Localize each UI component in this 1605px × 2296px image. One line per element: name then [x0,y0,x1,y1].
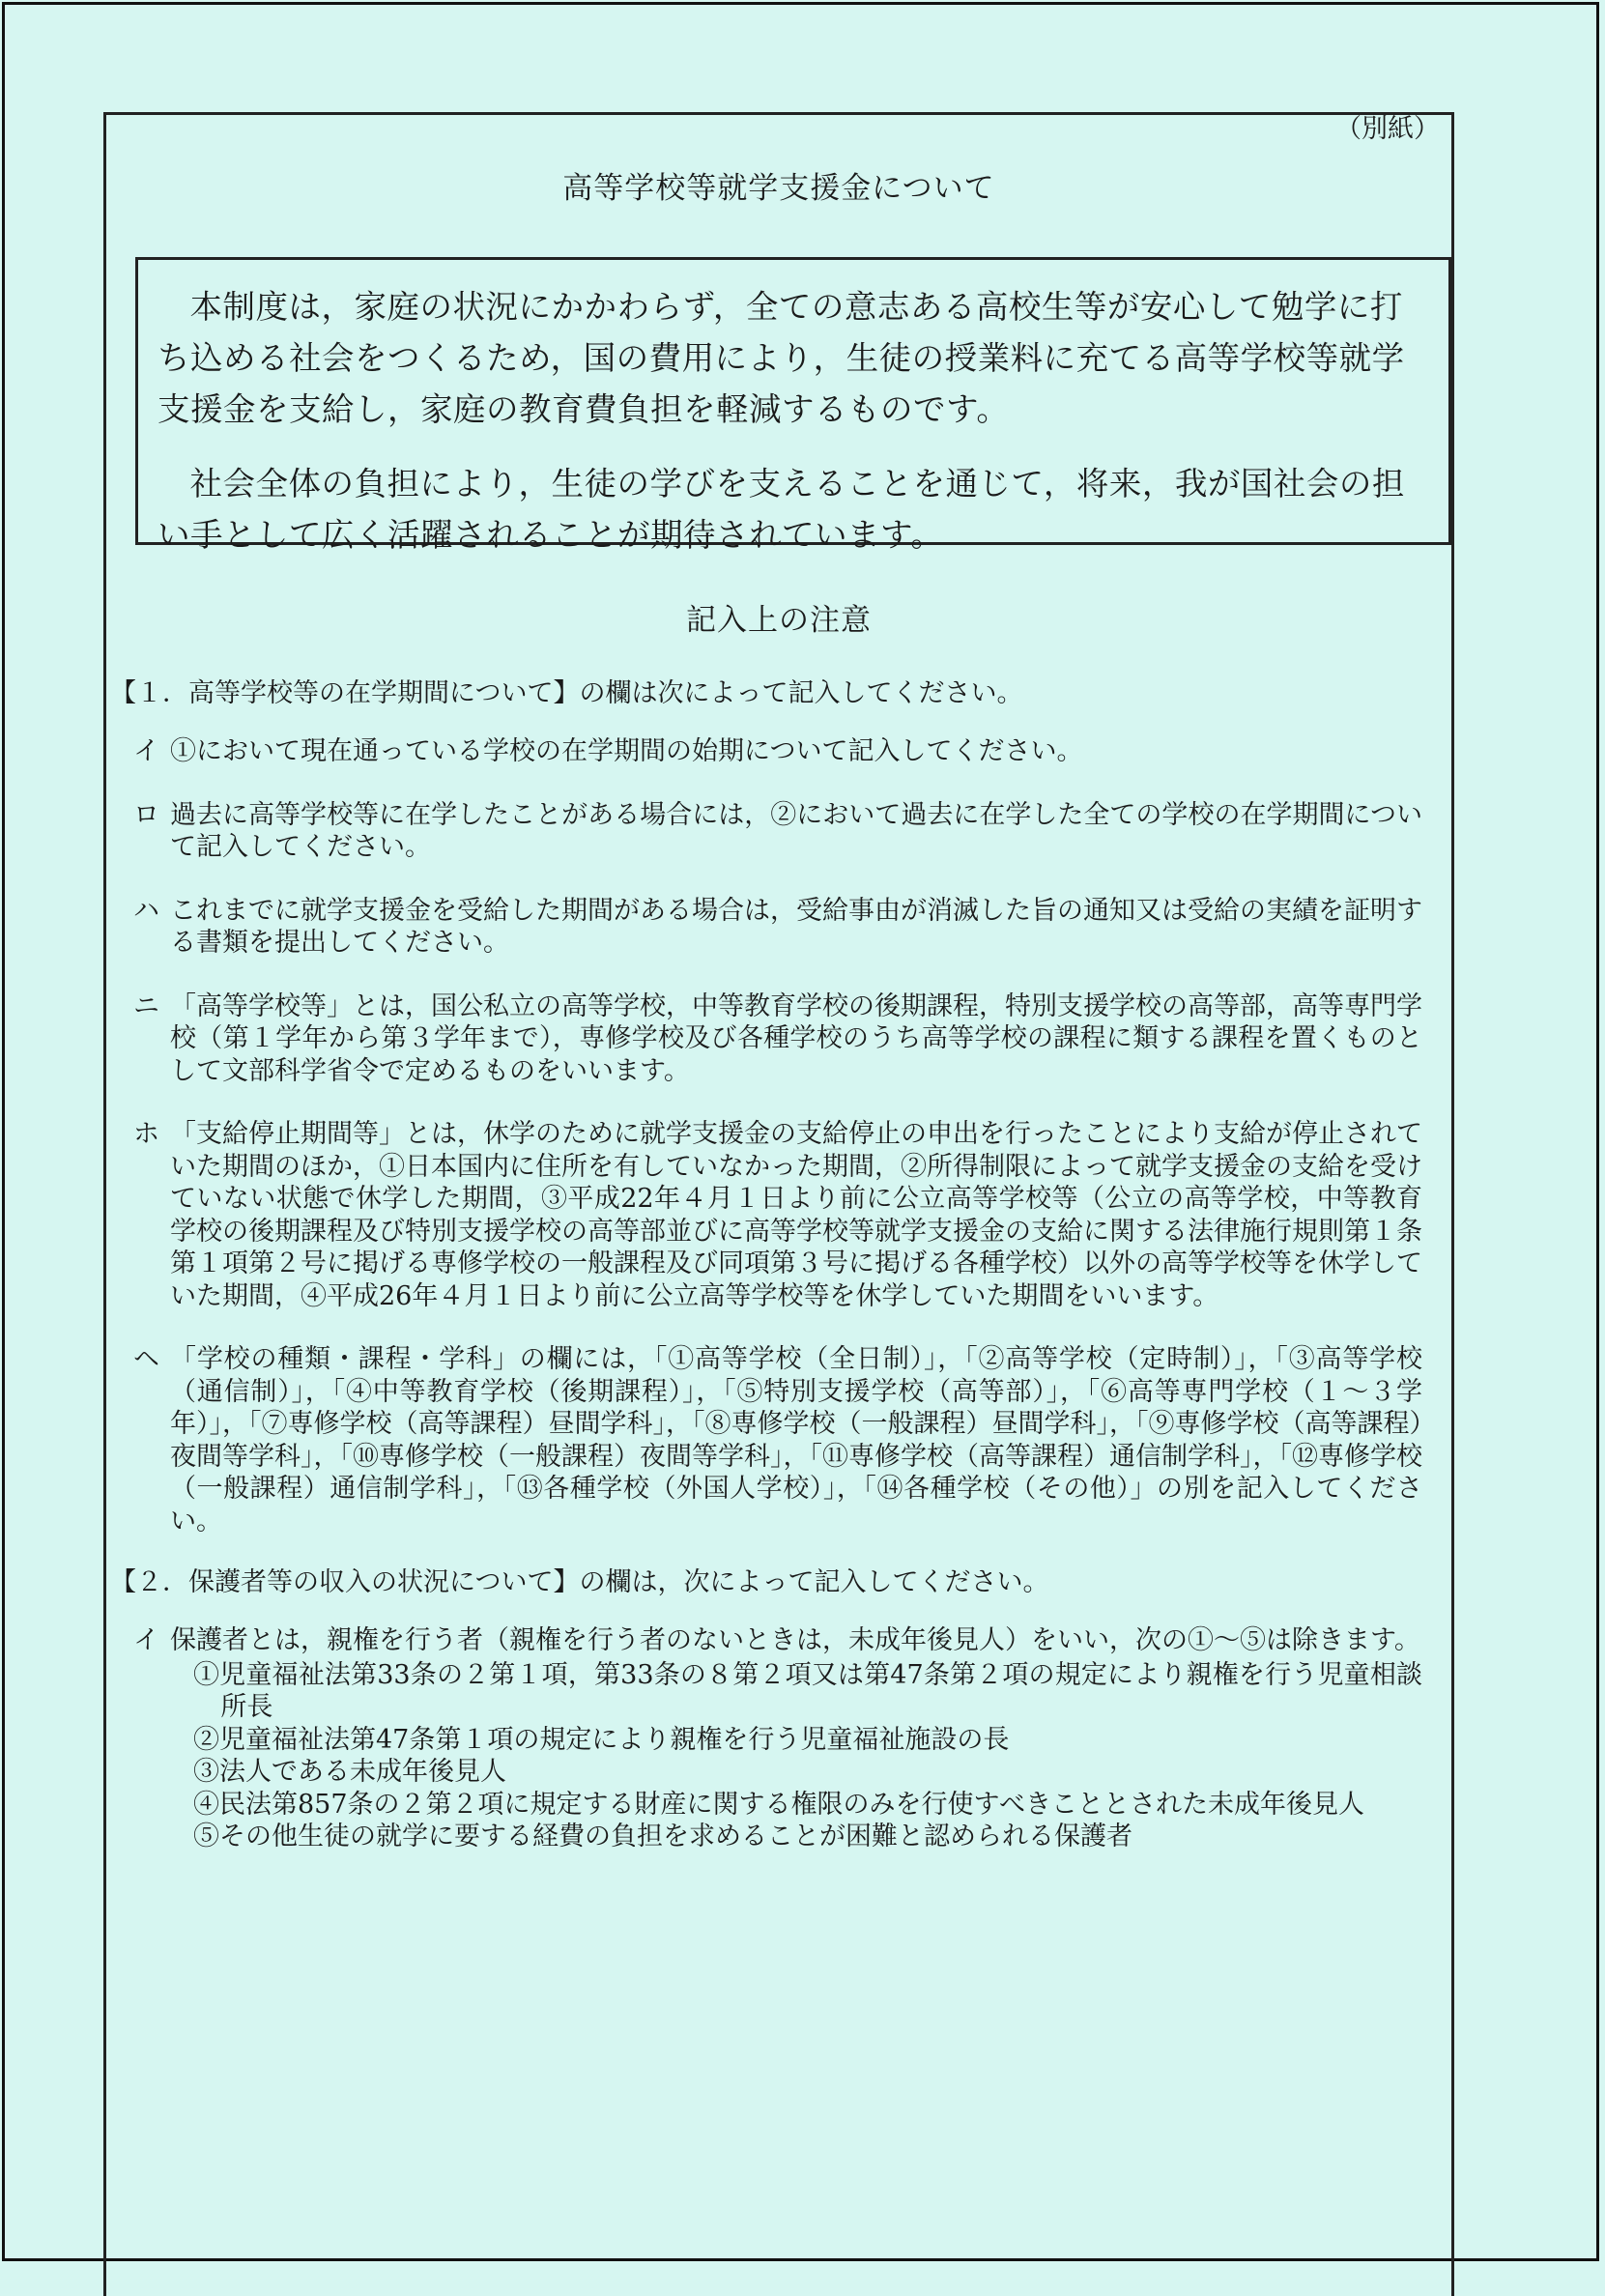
section-1-heading: 【１．高等学校等の在学期間について】の欄は次によって記入してください。 [110,678,1023,708]
section-2-item-i [131,1624,1426,1853]
item-marker: イ [133,736,159,766]
item-text: ①において現在通っている学校の在学期間の始期について記入してください。 [170,736,1083,766]
section-1-item-ha [131,895,1426,960]
item-text: 保護者とは，親権を行う者（親権を行う者のないときは，未成年後見人）をいい，次の①～⑤は除きます。 [170,1625,1420,1655]
section-1-item-ho [131,1118,1426,1312]
intro-box [135,257,1451,554]
section-1-item-ro [131,799,1426,864]
intro-paragraph-2: 社会全体の負担により，生徒の学びを支えることを通じて，将来，我が国社会の担い手として広く活躍されることが期待されています。 [158,465,1405,554]
section-1-item-i [131,735,1426,768]
attachment-label: （別紙） [1335,114,1440,144]
item-text: これまでに就学支援金を受給した期間がある場合は，受給事由が消滅した旨の通知又は受給の実績を証明する書類を提出してください。 [170,895,1422,958]
item-text: 「学校の種類・課程・学科」の欄には，「①高等学校（全日制）」，「②高等学校（定時制）」，「③高等学校（通信制）」，「④中等教育学校（後期課程）」，「⑤特別支援学校（高等部）」，「⑥高等専門学校（１～３学年）」，「⑦専修学校（高等課程）昼間学科」，「⑧専修学校（一般課程）昼間学科」，「⑨専修学校（高等課程）夜間等学科」，「⑩専修学校（一般課程）夜間等学科」，「⑪専修学校（高等課程）通信制学科」，「⑫専修学校（一般課程）通信制学科」，「⑬各種学校（外国人学校）」，「⑭各種学校（その他）」の別を記入してください。 [170,1344,1422,1536]
exclusion-item: ⑤その他生徒の就学に要する経費の負担を求めることが困難と認められる保護者 [193,1822,1132,1851]
document-title: 高等学校等就学支援金について [562,171,995,206]
item-marker: ヘ [133,1344,159,1374]
item-marker: ホ [133,1119,159,1149]
intro-paragraph-1: 本制度は，家庭の状況にかかわらず，全ての意志ある高校生等が安心して勉学に打ち込める社会をつくるため，国の費用により，生徒の授業料に充てる高等学校等就学支援金を支給し，家庭の教育費負担を軽減するものです。 [158,288,1405,428]
item-text: 「高等学校等」とは，国公私立の高等学校，中等教育学校の後期課程，特別支援学校の高等部，高等専門学校（第１学年から第３学年まで），専修学校及び各種学校のうち高等学校の課程に類する課程を置くものとして文部科学省令で定めるものをいいます。 [170,990,1422,1086]
item-content [170,1624,1426,1853]
exclusion-item: ③法人である未成年後見人 [193,1757,506,1787]
document-sheet [103,112,1454,2296]
section-1-item-he [131,1343,1426,1537]
item-marker: ロ [133,799,159,830]
item-marker: ハ [133,895,159,926]
item-marker: イ [133,1625,159,1655]
section-1-item-ni [131,990,1426,1088]
item-text: 過去に高等学校等に在学したことがある場合には，②において過去に在学した全ての学校の在学期間について記入してください。 [170,799,1422,862]
exclusion-item: ②児童福祉法第47条第１項の規定により親権を行う児童福祉施設の長 [193,1724,1010,1755]
exclusion-item: ④民法第857条の２第２項に規定する財産に関する権限のみを行使すべきこととされた未成年後見人 [193,1789,1364,1820]
item-marker: ニ [133,990,159,1021]
guardian-exclusion-list [170,1659,1422,1853]
item-text: 「支給停止期間等」とは，休学のために就学支援金の支給停止の申出を行ったことにより支給が停止されていた期間のほか，①日本国内に住所を有していなかった期間，②所得制限によって就学支援金の支給を受けていない状態で休学した期間，③平成22年４月１日より前に公立高等学校等（公立の高等学校，中等教育学校の後期課程及び特別支援学校の高等部並びに高等学校等就学支援金の支給に関する法律施行規則第１条第１項第２号に掲げる専修学校の一般課程及び同項第３号に掲げる各種学校）以外の高等学校等を休学していた期間，④平成26年４月１日より前に公立高等学校等を休学していた期間をいいます。 [170,1119,1422,1311]
exclusion-item: ①児童福祉法第33条の２第１項，第33条の８第２項又は第47条第２項の規定により親権を行う児童相談所長 [193,1659,1422,1722]
notes-title: 記入上の注意 [686,603,872,638]
section-2-heading: 【２．保護者等の収入の状況について】の欄は，次によって記入してください。 [110,1567,1049,1597]
